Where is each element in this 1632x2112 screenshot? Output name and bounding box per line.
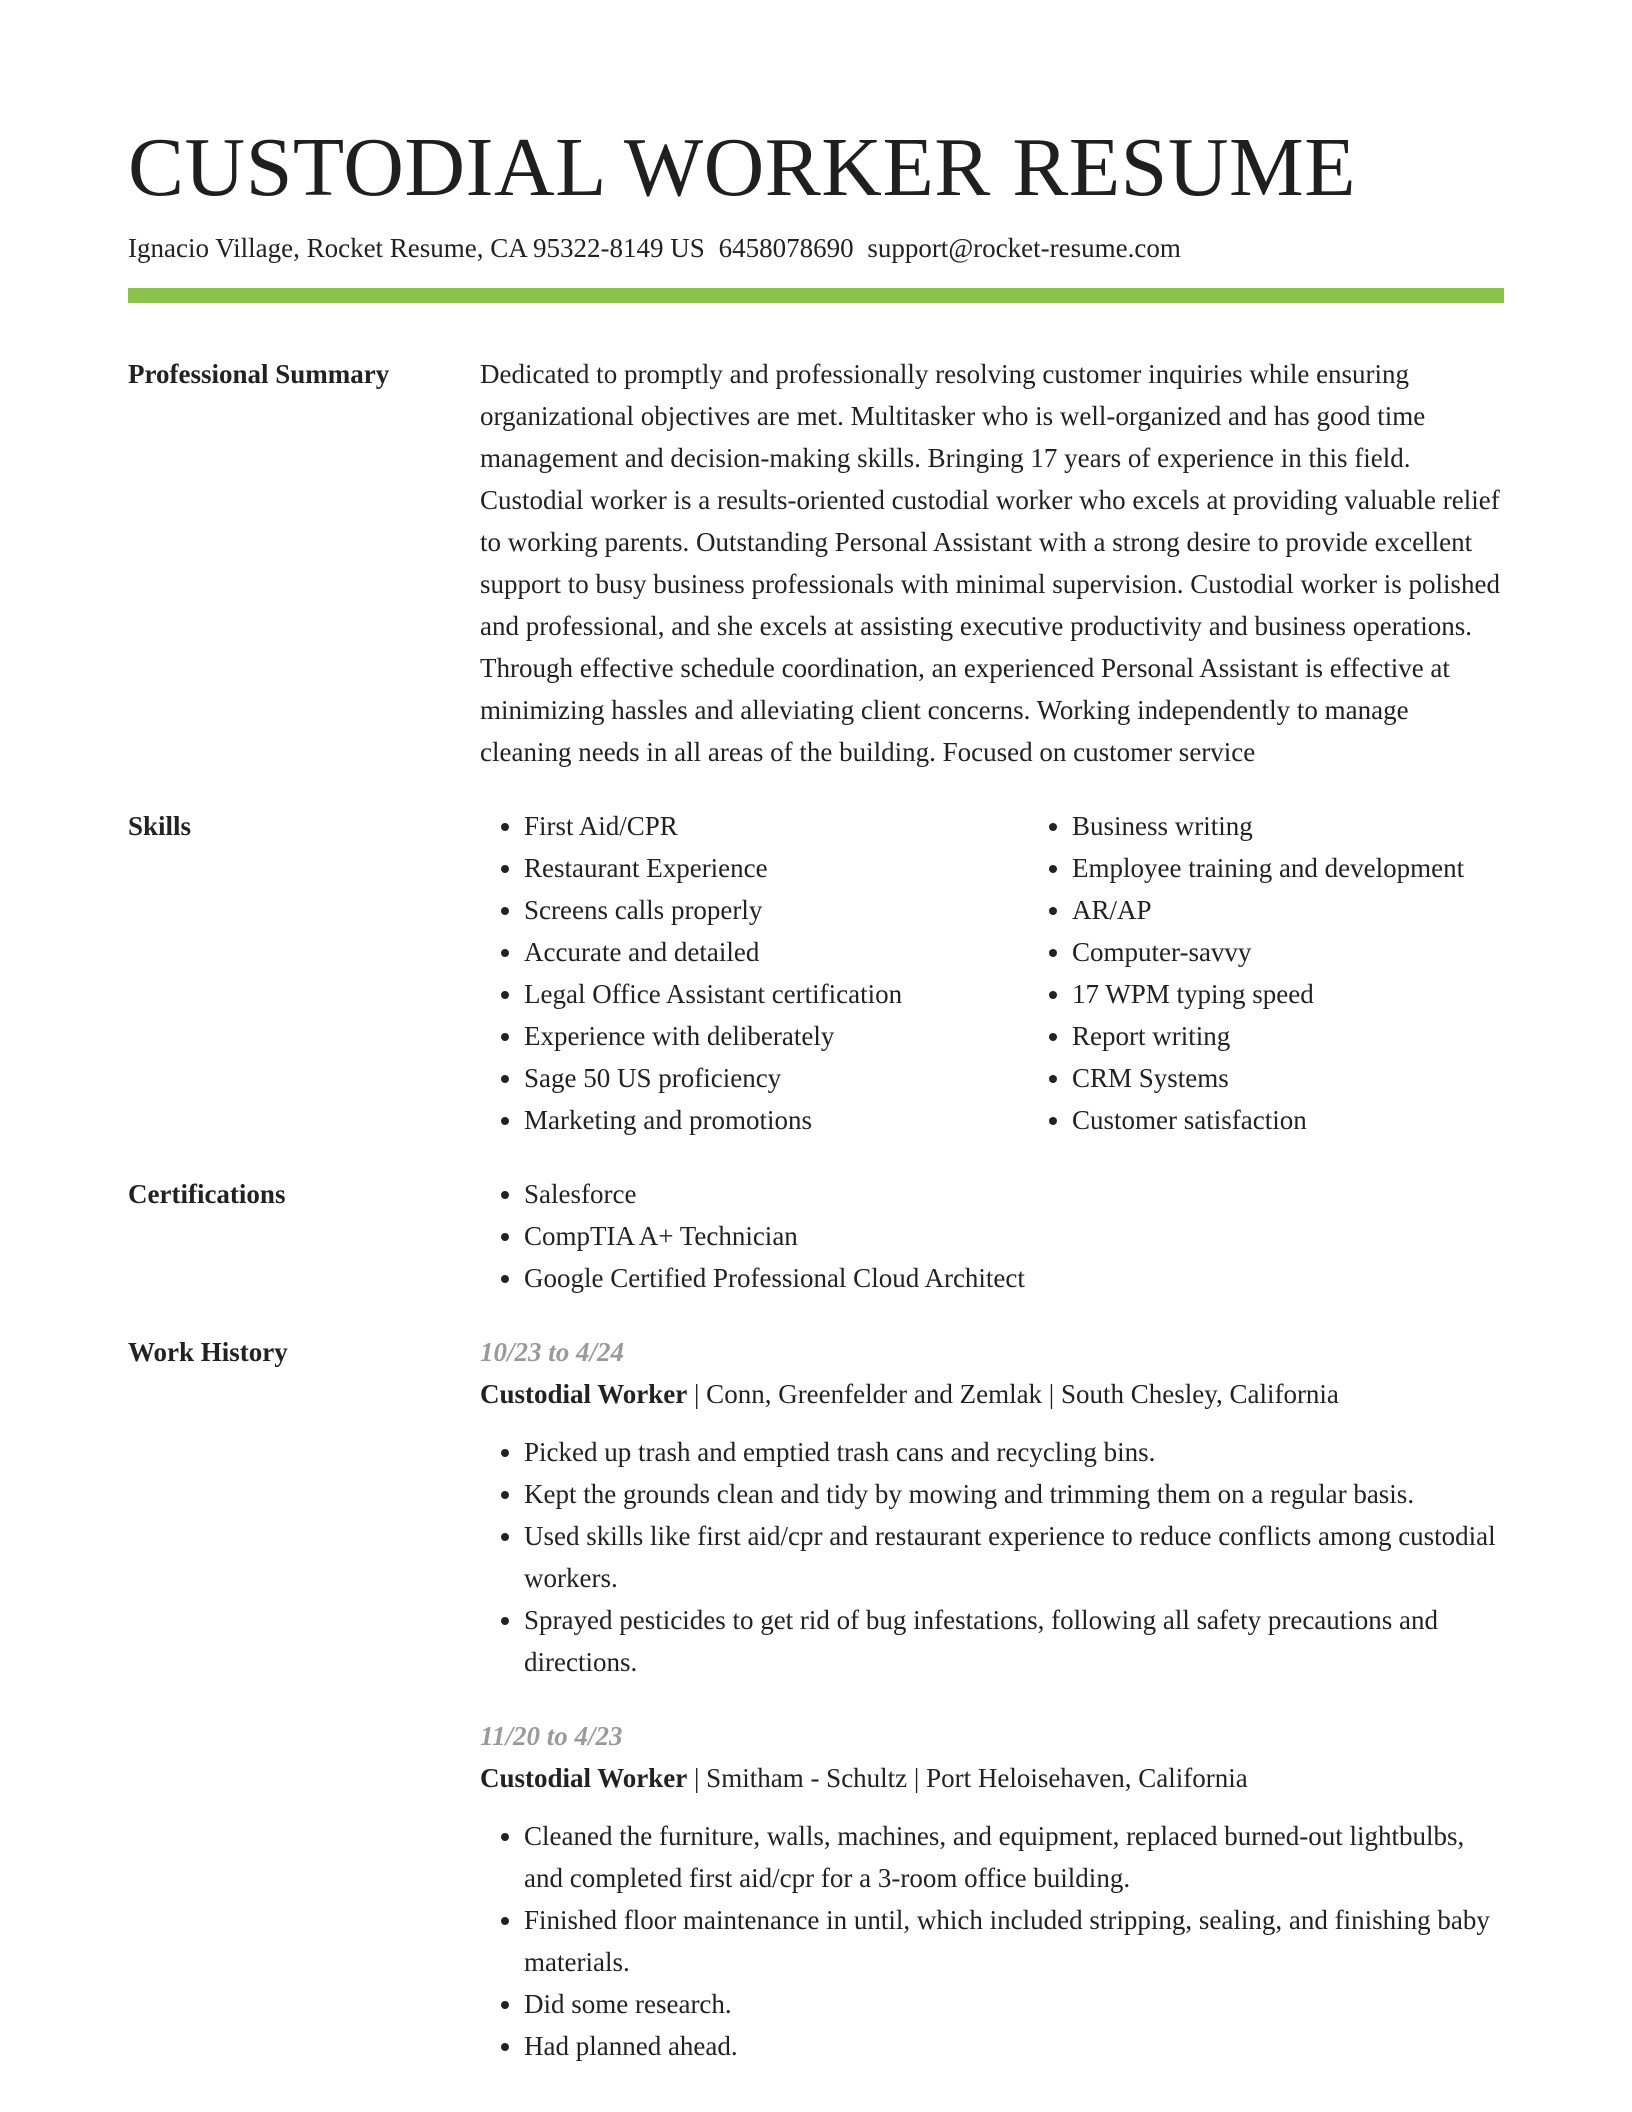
- job-duty: • Kept the grounds clean and tidy by mowing and trimming them on a regular basis.: [524, 1473, 1504, 1515]
- certifications-body: [480, 1173, 1504, 1299]
- skill-item: • Customer satisfaction: [1072, 1099, 1532, 1141]
- skill-item: • Screens calls properly: [524, 889, 984, 931]
- job-dates: 10/23 to 4/24: [480, 1337, 625, 1367]
- skill-item: • First Aid/CPR: [524, 805, 984, 847]
- work-history-body: [480, 1331, 1504, 2067]
- contact-address: Ignacio Village, Rocket Resume, CA 95322-8149 US: [128, 233, 705, 263]
- skill-item: • Legal Office Assistant certification: [524, 973, 984, 1015]
- job-duty: • Sprayed pesticides to get rid of bug infestations, following all safety precautions and directions.: [524, 1599, 1504, 1683]
- certification-item: • Google Certified Professional Cloud Architect: [524, 1257, 1504, 1299]
- job-dates: 11/20 to 4/23: [480, 1721, 623, 1751]
- resume-title: CUSTODIAL WORKER RESUME: [128, 121, 1357, 214]
- job-duties-list: [480, 1431, 1504, 1683]
- skill-item: • Employee training and development: [1072, 847, 1532, 889]
- skill-item: • Report writing: [1072, 1015, 1532, 1057]
- skills-list-left: [480, 805, 984, 1141]
- job-title: Custodial Worker: [480, 1763, 688, 1793]
- skill-item: • 17 WPM typing speed: [1072, 973, 1532, 1015]
- skill-item: • AR/AP: [1072, 889, 1532, 931]
- skill-item: • Sage 50 US proficiency: [524, 1057, 984, 1099]
- summary-text: Dedicated to promptly and professionally resolving customer inquiries while ensuring organizational objectives are met. Multitasker who is well-organized and has good time management and decision-making skills. Bringing 17 years of experience in this field. Custodial worker is a results-oriented custodial worker who excels at providing valuable relief to working parents. Outstanding Personal Assistant with a strong desire to provide excellent support to busy business professionals with minimal supervision. Custodial worker is polished and professional, and she excels at assisting executive productivity and business operations. Through effective schedule coordination, an experienced Personal Assistant is effective at minimizing hassles and alleviating client concerns. Working independently to manage cleaning needs in all areas of the building. Focused on customer service: [480, 359, 1500, 767]
- contact-line: [128, 230, 1504, 266]
- job-duty: • Finished floor maintenance in until, which included stripping, sealing, and finishing baby materials.: [524, 1899, 1504, 1983]
- job-entry: [480, 1331, 1504, 1683]
- skill-item: • Marketing and promotions: [524, 1099, 984, 1141]
- resume-page: [128, 0, 1504, 2067]
- job-header: [480, 1373, 1504, 1415]
- work-history-section: [128, 1331, 1504, 2067]
- contact-phone: 6458078690: [718, 233, 854, 263]
- certification-item: • Salesforce: [524, 1173, 1504, 1215]
- job-header: [480, 1757, 1504, 1799]
- skills-columns: [480, 805, 1504, 1141]
- skill-item: • Accurate and detailed: [524, 931, 984, 973]
- skill-item: • Business writing: [1072, 805, 1532, 847]
- section-heading-certifications: Certifications: [128, 1179, 286, 1209]
- section-heading-work-history: Work History: [128, 1337, 288, 1367]
- skill-item: • Computer-savvy: [1072, 931, 1532, 973]
- summary-section: [128, 353, 1504, 773]
- contact-email[interactable]: support@rocket-resume.com: [867, 233, 1181, 263]
- job-duty: • Had planned ahead.: [524, 2025, 1504, 2067]
- job-title: Custodial Worker: [480, 1379, 688, 1409]
- certifications-section: [128, 1173, 1504, 1299]
- skills-list-right: [1028, 805, 1532, 1141]
- certification-item: • CompTIA A+ Technician: [524, 1215, 1504, 1257]
- skills-section: [128, 805, 1504, 1141]
- job-duty: • Cleaned the furniture, walls, machines, and equipment, replaced burned-out lightbulbs, and completed first aid/cpr for a 3-room office building.: [524, 1815, 1504, 1899]
- section-heading-summary: Professional Summary: [128, 359, 390, 389]
- job-entry: [480, 1715, 1504, 2067]
- job-duty: • Used skills like first aid/cpr and restaurant experience to reduce conflicts among custodial workers.: [524, 1515, 1504, 1599]
- skill-item: • Restaurant Experience: [524, 847, 984, 889]
- job-details: | Smitham - Schultz | Port Heloisehaven, California: [687, 1763, 1248, 1793]
- section-heading-skills: Skills: [128, 811, 192, 841]
- header-divider: [128, 288, 1504, 303]
- summary-body: [480, 353, 1504, 773]
- job-duties-list: [480, 1815, 1504, 2067]
- job-details: | Conn, Greenfelder and Zemlak | South Chesley, California: [687, 1379, 1339, 1409]
- skill-item: • Experience with deliberately: [524, 1015, 984, 1057]
- certifications-list: [480, 1173, 1504, 1299]
- skill-item: • CRM Systems: [1072, 1057, 1532, 1099]
- job-duty: • Did some research.: [524, 1983, 1504, 2025]
- job-duty: • Picked up trash and emptied trash cans and recycling bins.: [524, 1431, 1504, 1473]
